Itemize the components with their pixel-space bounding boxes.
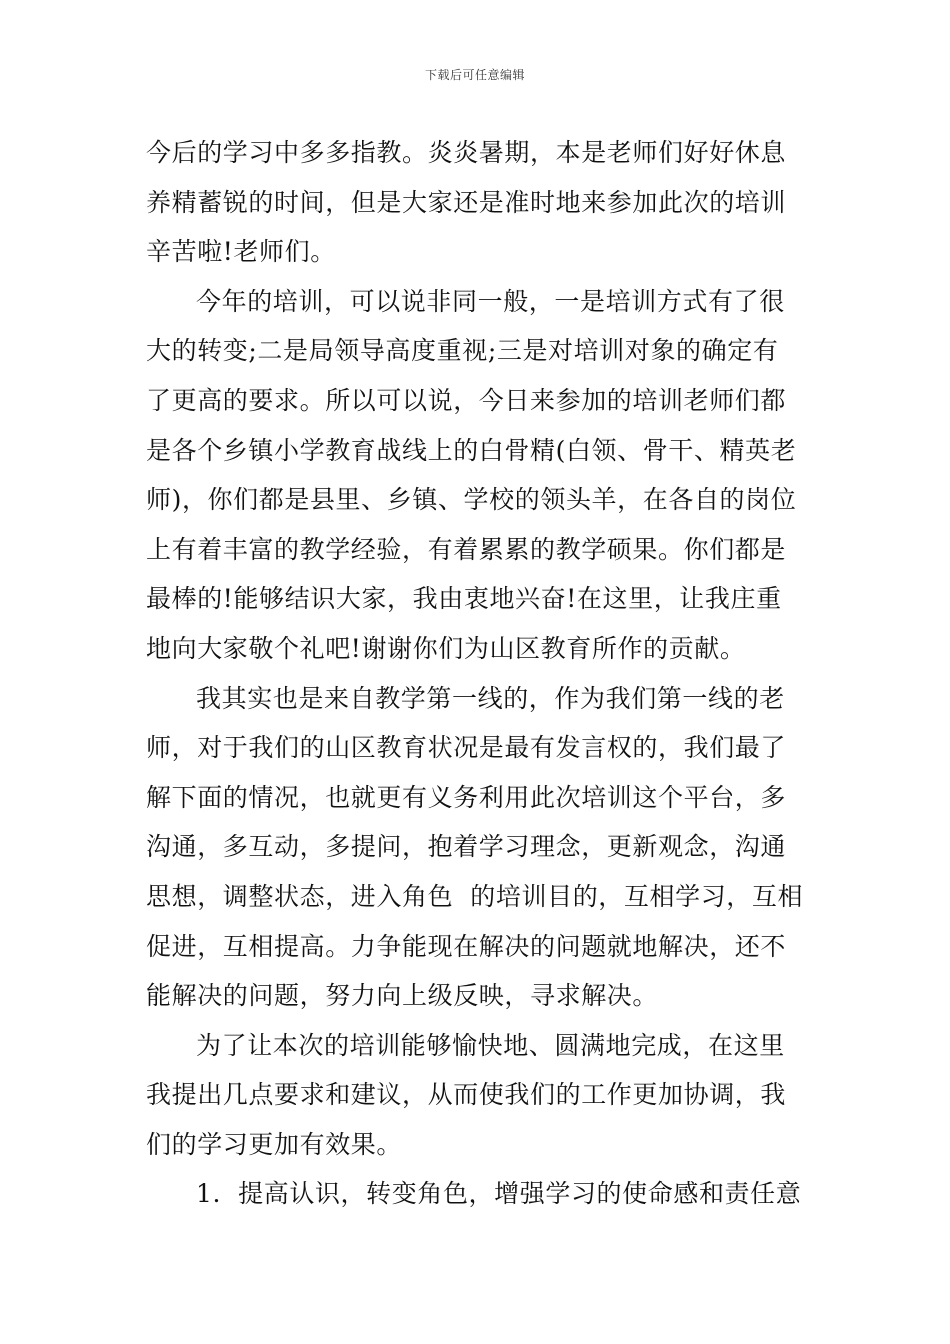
list-item-1: 1. 提高认识，转变角色，增强学习的使命感和责任意 <box>196 1179 802 1209</box>
paragraph-3 <box>146 674 806 1021</box>
text-line: 能解决的问题，努力向上级反映，寻求解决。 <box>146 981 659 1011</box>
text-line: 今年的培训，可以说非同一般，一是培训方式有了很 <box>196 286 785 316</box>
text-line: 上有着丰富的教学经验，有着累累的教学硕果。你们都是 <box>146 534 787 564</box>
page-header: 下载后可任意编辑 <box>424 68 525 82</box>
text-line: 思想，调整状态，进入角色 的培训目的，互相学习，互相 <box>146 881 804 911</box>
text-line: 了更高的要求。所以可以说，今日来参加的培训老师们都 <box>146 385 787 415</box>
text-line: 我提出几点要求和建议，从而使我们的工作更加协调，我 <box>146 1080 787 1110</box>
paragraph-5 <box>146 1169 806 1219</box>
text-line: 解下面的情况，也就更有义务利用此次培训这个平台，多 <box>146 782 787 812</box>
text-line: 大的转变;二是局领导高度重视;三是对培训对象的确定有 <box>146 336 779 366</box>
paragraph-4 <box>146 1021 806 1170</box>
text-line: 们的学习更加有效果。 <box>146 1129 403 1159</box>
text-line: 地向大家敬个礼吧!谢谢你们为山区教育所作的贡献。 <box>146 633 746 663</box>
text-line: 为了让本次的培训能够愉快地、圆满地完成，在这里 <box>196 1030 785 1060</box>
text-line: 师)，你们都是县里、乡镇、学校的领头羊，在各自的岗位 <box>146 485 797 515</box>
text-line: 养精蓄锐的时间，但是大家还是准时地来参加此次的培训 <box>146 187 787 217</box>
text-line: 沟通，多互动，多提问，抱着学习理念，更新观念，沟通 <box>146 832 787 862</box>
text-line: 最棒的!能够结识大家，我由衷地兴奋!在这里，让我庄重 <box>146 584 782 614</box>
text-line: 我其实也是来自教学第一线的，作为我们第一线的老 <box>196 683 785 713</box>
document-body <box>146 128 806 1219</box>
text-line: 今后的学习中多多指教。炎炎暑期，本是老师们好好休息 <box>146 138 787 167</box>
text-line: 促进，互相提高。力争能现在解决的问题就地解决，还不 <box>146 931 787 961</box>
text-line: 师，对于我们的山区教育状况是最有发言权的，我们最了 <box>146 733 787 763</box>
paragraph-2 <box>146 277 806 674</box>
text-line: 是各个乡镇小学教育战线上的白骨精(白领、骨干、精英老 <box>146 435 797 465</box>
text-line: 辛苦啦!老师们。 <box>146 237 336 267</box>
paragraph-1 <box>146 128 806 277</box>
